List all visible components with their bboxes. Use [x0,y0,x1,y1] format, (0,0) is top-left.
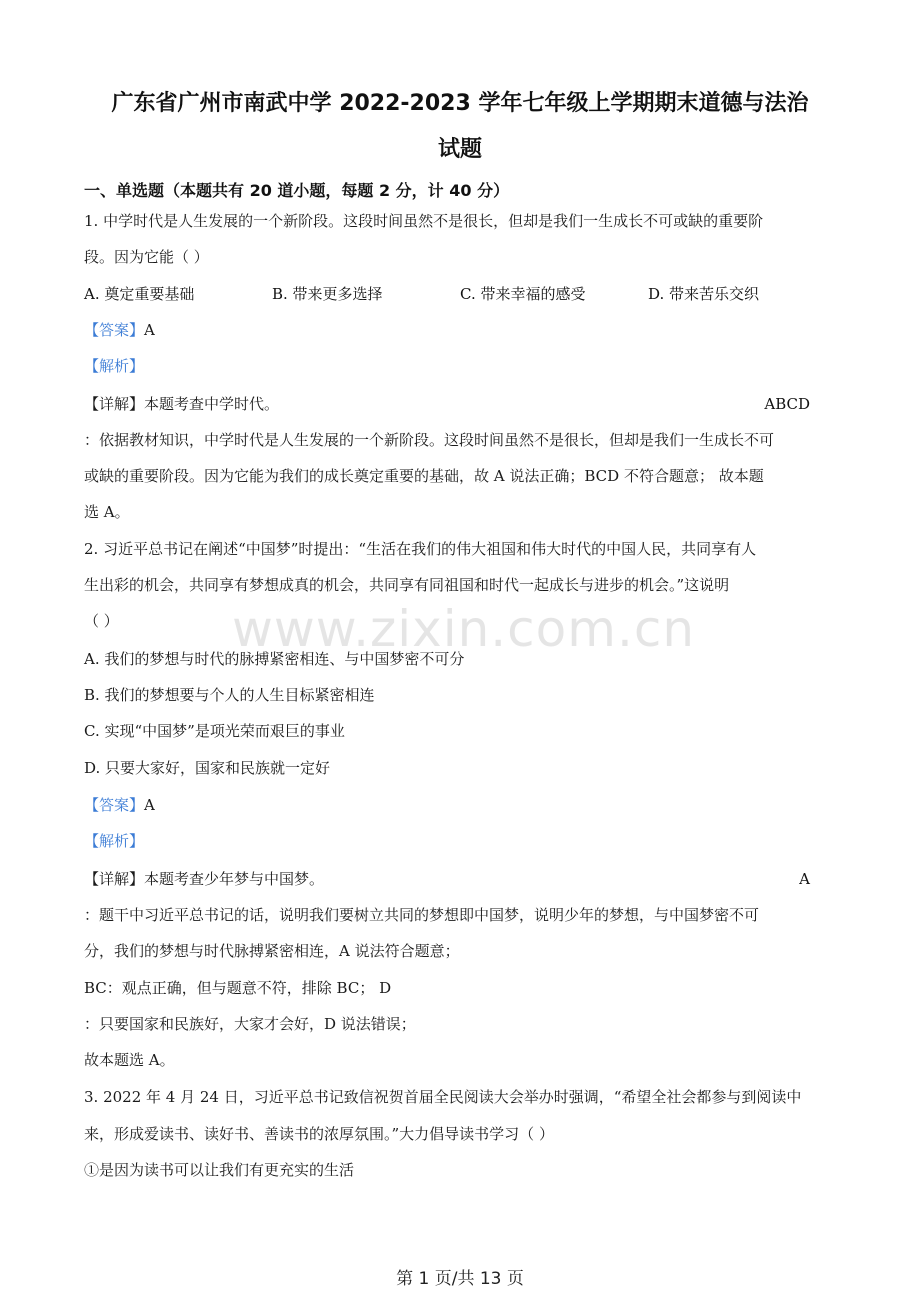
q2-analysis-tag [84,831,832,851]
q3-item-1: ①是因为读书可以让我们有更充实的生活 [84,1161,355,1179]
q2-stem-line-3: （ ） [84,612,119,630]
detail-text: 本题考查中学时代。 [144,395,280,413]
q1-option-c: C. 带来幸福的感受 [460,285,586,303]
q1-detail-line-2: ：依据教材知识，中学时代是人生发展的一个新阶段。这段时间虽然不是很长，但却是我们一生成长不可 [84,431,775,449]
q3-stem-line-1: 3. 2022 年 4 月 24 日，习近平总书记致信祝贺首届全民阅读大会举办时强调，“希望全社会都参与到阅读中 [84,1088,802,1106]
detail-tag: 【详解】 [84,870,145,888]
q1-answer [84,320,832,340]
q2-option-b: B. 我们的梦想要与个人的人生目标紧密相连 [84,686,375,704]
page-footer: 第 1 页/共 13 页 [396,1269,524,1289]
answer-value: A [144,796,155,814]
q2-option-d: D. 只要大家好，国家和民族就一定好 [84,759,331,777]
analysis-tag: 【解析】 [84,832,145,850]
q2-option-a: A. 我们的梦想与时代的脉搏紧密相连、与中国梦密不可分 [84,650,465,668]
document-title-line-2: 试题 [437,137,482,162]
answer-tag: 【答案】 [84,321,145,339]
document-title-line-1: 广东省广州市南武中学 2022-2023 学年七年级上学期期末道德与法治 [111,91,809,116]
q1-option-d: D. 带来苦乐交织 [648,285,760,303]
q2-stem-line-1: 2. 习近平总书记在阐述“中国梦”时提出：“生活在我们的伟大祖国和伟大时代的中国人民，共同享有人 [84,540,757,558]
q2-answer [84,795,832,815]
q2-detail-line-5: ：只要国家和民族好，大家才会好，D 说法错误； [84,1015,416,1033]
section-heading: 一、单选题（本题共有 20 道小题，每题 2 分，计 40 分） [84,181,510,200]
q2-detail-line-4: BC：观点正确，但与题意不符，排除 BC； D [84,979,392,997]
q2-detail-line-2: ：题干中习近平总书记的话，说明我们要树立共同的梦想即中国梦，说明少年的梦想，与中国梦密不可 [84,906,760,924]
q2-detail-line-1 [84,869,832,889]
q1-stem-line-1: 1. 中学时代是人生发展的一个新阶段。这段时间虽然不是很长，但却是我们一生成长不可或缺的重要阶 [84,212,764,230]
detail-tag: 【详解】 [84,395,145,413]
q2-stem-line-2: 生出彩的机会，共同享有梦想成真的机会，共同享有同祖国和时代一起成长与进步的机会。”这说明 [84,576,730,594]
q2-detail-line-6: 故本题选 A。 [84,1051,175,1069]
q1-detail-line-3: 或缺的重要阶段。因为它能为我们的成长奠定重要的基础，故 A 说法正确；BCD 不符合题意； 故本题 [84,467,764,485]
detail-text: 本题考查少年梦与中国梦。 [144,870,325,888]
answer-value: A [144,321,155,339]
q2-detail-right: A [799,870,810,888]
answer-tag: 【答案】 [84,796,145,814]
q1-stem-line-2: 段。因为它能（ ） [84,248,209,266]
analysis-tag: 【解析】 [84,357,145,375]
q1-detail-right: ABCD [764,395,810,413]
q1-detail-line-4: 选 A。 [84,503,130,521]
q1-detail-line-1 [84,394,832,414]
q1-analysis-tag [84,356,832,376]
q2-option-c: C. 实现“中国梦”是项光荣而艰巨的事业 [84,722,345,740]
q2-detail-line-3: 分，我们的梦想与时代脉搏紧密相连，A 说法符合题意； [84,942,460,960]
q1-option-a: A. 奠定重要基础 [84,285,195,303]
q3-stem-line-2: 来，形成爱读书、读好书、善读书的浓厚氛围。”大力倡导读书学习（ ） [84,1125,554,1143]
watermark: www.zixin.com.cn [232,600,696,658]
q1-option-b: B. 带来更多选择 [272,285,383,303]
